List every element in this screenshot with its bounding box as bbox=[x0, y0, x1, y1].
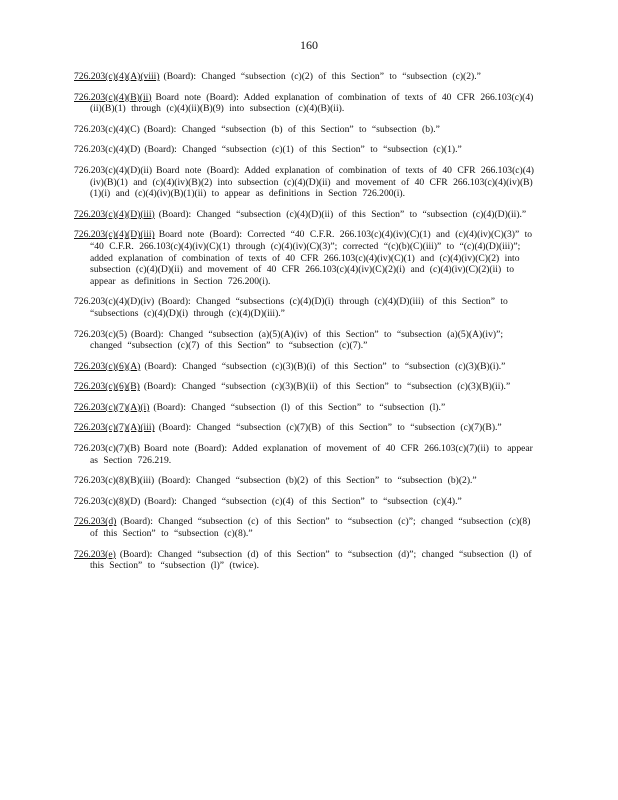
entry-citation: 726.203(c)(4)(C) bbox=[74, 123, 140, 135]
entry bbox=[74, 361, 534, 373]
entry-text: (Board): Changed “subsection (c)(3)(B)(ii) of this Section” to “subsection (c)(3)(B)(ii).” bbox=[143, 381, 511, 393]
entry bbox=[74, 124, 534, 136]
entry bbox=[74, 402, 534, 414]
entry-text: (Board): Changed “subsection (c)(2) of this Section” to “subsection (c)(2).” bbox=[163, 71, 481, 82]
entry-citation: 726.203(c)(7)(B) bbox=[74, 443, 140, 455]
entry-citation: 726.203(e) bbox=[74, 548, 116, 560]
entry-text: (Board): Changed “subsection (c)(3)(B)(i) of this Section” to “subsection (c)(3)(B)(i).” bbox=[144, 360, 506, 372]
entry bbox=[74, 296, 534, 319]
entry-text: Board note (Board): Added explanation of combination of texts of 40 CFR 266.103(c)(4)(iv)(B)(1) and (c)(4)(iv)(B)(2) into subsection (c)(4)(D)(ii) and movement of 40 CFR 266.103(c)(4)(iv)(B)(1)(i) and (c)(4)(iv)(B)(1)(ii) to appear as definitions in Section 726.200(i). bbox=[90, 164, 534, 200]
entry bbox=[74, 516, 534, 539]
entry-citation: 726.203(c)(8)(B)(iii) bbox=[74, 475, 155, 487]
entry bbox=[74, 549, 534, 572]
entry bbox=[74, 496, 534, 508]
entry-citation: 726.203(c)(4)(D) bbox=[74, 144, 141, 156]
entry-text: (Board): Changed “subsection (c)(4)(D)(ii) of this Section” to “subsection (c)(4)(D)(ii).” bbox=[158, 208, 527, 220]
amendment-list bbox=[74, 71, 534, 581]
entry bbox=[74, 443, 534, 466]
entry-citation: 726.203(c)(4)(A)(viii) bbox=[74, 71, 160, 82]
entry bbox=[74, 71, 534, 83]
entry bbox=[74, 144, 534, 156]
entry-citation: 726.203(c)(6)(B) bbox=[74, 381, 140, 393]
entry-text: (Board): Changed “subsection (d) of this Section” to “subsection (d)”; changed “subsection (l) of this Section” to “subsection (l)” (twice). bbox=[90, 548, 532, 572]
entry-text: (Board): Changed “subsection (b)(2) of this Section” to “subsection (b)(2).” bbox=[158, 475, 477, 487]
entry-citation: 726.203(c)(5) bbox=[74, 328, 128, 340]
entry bbox=[74, 165, 534, 200]
entry bbox=[74, 209, 534, 221]
entry-text: (Board): Changed “subsection (c)(4) of this Section” to “subsection (c)(4).” bbox=[144, 495, 462, 507]
entry-text: Board note (Board): Added explanation of combination of texts of 40 CFR 266.103(c)(4)(ii)(B)(1) through (c)(4)(ii)(B)(9) into subsection (c)(4)(B)(ii). bbox=[90, 91, 534, 115]
entry bbox=[74, 475, 534, 487]
entry-text: (Board): Changed “subsection (c)(7)(B) of this Section” to “subsection (c)(7)(B).” bbox=[158, 422, 502, 434]
entry bbox=[74, 92, 534, 115]
entry-text: (Board): Changed “subsection (a)(5)(A)(iv) of this Section” to “subsection (a)(5)(A)(iv)”; changed “subsection (c)(7) of this Section” to “subsection (c)(7).” bbox=[90, 328, 504, 352]
entry-text: Board note (Board): Corrected “40 C.F.R. 266.103(c)(4)(iv)(C)(1) and (c)(4)(iv)(C)(3)” to “40 C.F.R. 266.103(c)(4)(iv)(C)(1) through (c)(4)(iv)(C)(3)”; corrected “(c)(b)(C)(iii)” to “(c)(4)(D)(iii)”; added explanation of combination of texts of 40 CFR 266.103(c)(4)(iv)(C)(1) and (c)(4)(iv)(C)(2) into subsection (c)(4)(D)(ii) and movement of 40 CFR 266.103(c)(4)(iv)(C)(2)(i) and (c)(4)(iv)(C)(2)(ii) to appear as definitions in Section 726.200(i). bbox=[90, 229, 533, 287]
entry-text: (Board): Changed “subsection (c)(1) of this Section” to “subsection (c)(1).” bbox=[144, 144, 462, 156]
entry bbox=[74, 422, 534, 434]
entry-citation: 726.203(c)(4)(D)(ii) bbox=[74, 164, 153, 176]
entry-text: Board note (Board): Added explanation of movement of 40 CFR 266.103(c)(7)(ii) to appear as Section 726.219. bbox=[90, 443, 533, 466]
entry-citation: 726.203(c)(4)(D)(iii) bbox=[74, 229, 155, 241]
entry-citation: 726.203(c)(8)(D) bbox=[74, 495, 141, 507]
entry-citation: 726.203(c)(4)(D)(iv) bbox=[74, 296, 155, 308]
entry-text: (Board): Changed “subsection (c) of this Section” to “subsection (c)”; changed “subsection (c)(8) of this Section” to “subsection (c)(8).” bbox=[90, 516, 531, 540]
entry-citation: 726.203(c)(4)(D)(iii) bbox=[74, 208, 155, 220]
entry-citation: 726.203(c)(6)(A) bbox=[74, 360, 141, 372]
entry-text: (Board): Changed “subsections (c)(4)(D)(i) through (c)(4)(D)(iii) of this Section” to “subsections (c)(4)(D)(i) through (c)(4)(D)(iii).” bbox=[90, 296, 508, 319]
entry-text: (Board): Changed “subsection (b) of this Section” to “subsection (b).” bbox=[143, 123, 440, 135]
entry-text: (Board): Changed “subsection (l) of this Section” to “subsection (l).” bbox=[153, 401, 446, 413]
entry bbox=[74, 329, 534, 352]
entry bbox=[74, 229, 534, 287]
page-number: 160 bbox=[300, 38, 318, 52]
entry-citation: 726.203(d) bbox=[74, 516, 117, 528]
entry-citation: 726.203(c)(7)(A)(iii) bbox=[74, 422, 155, 434]
entry bbox=[74, 381, 534, 393]
entry-citation: 726.203(c)(7)(A)(i) bbox=[74, 401, 150, 413]
entry-citation: 726.203(c)(4)(B)(ii) bbox=[74, 91, 152, 103]
